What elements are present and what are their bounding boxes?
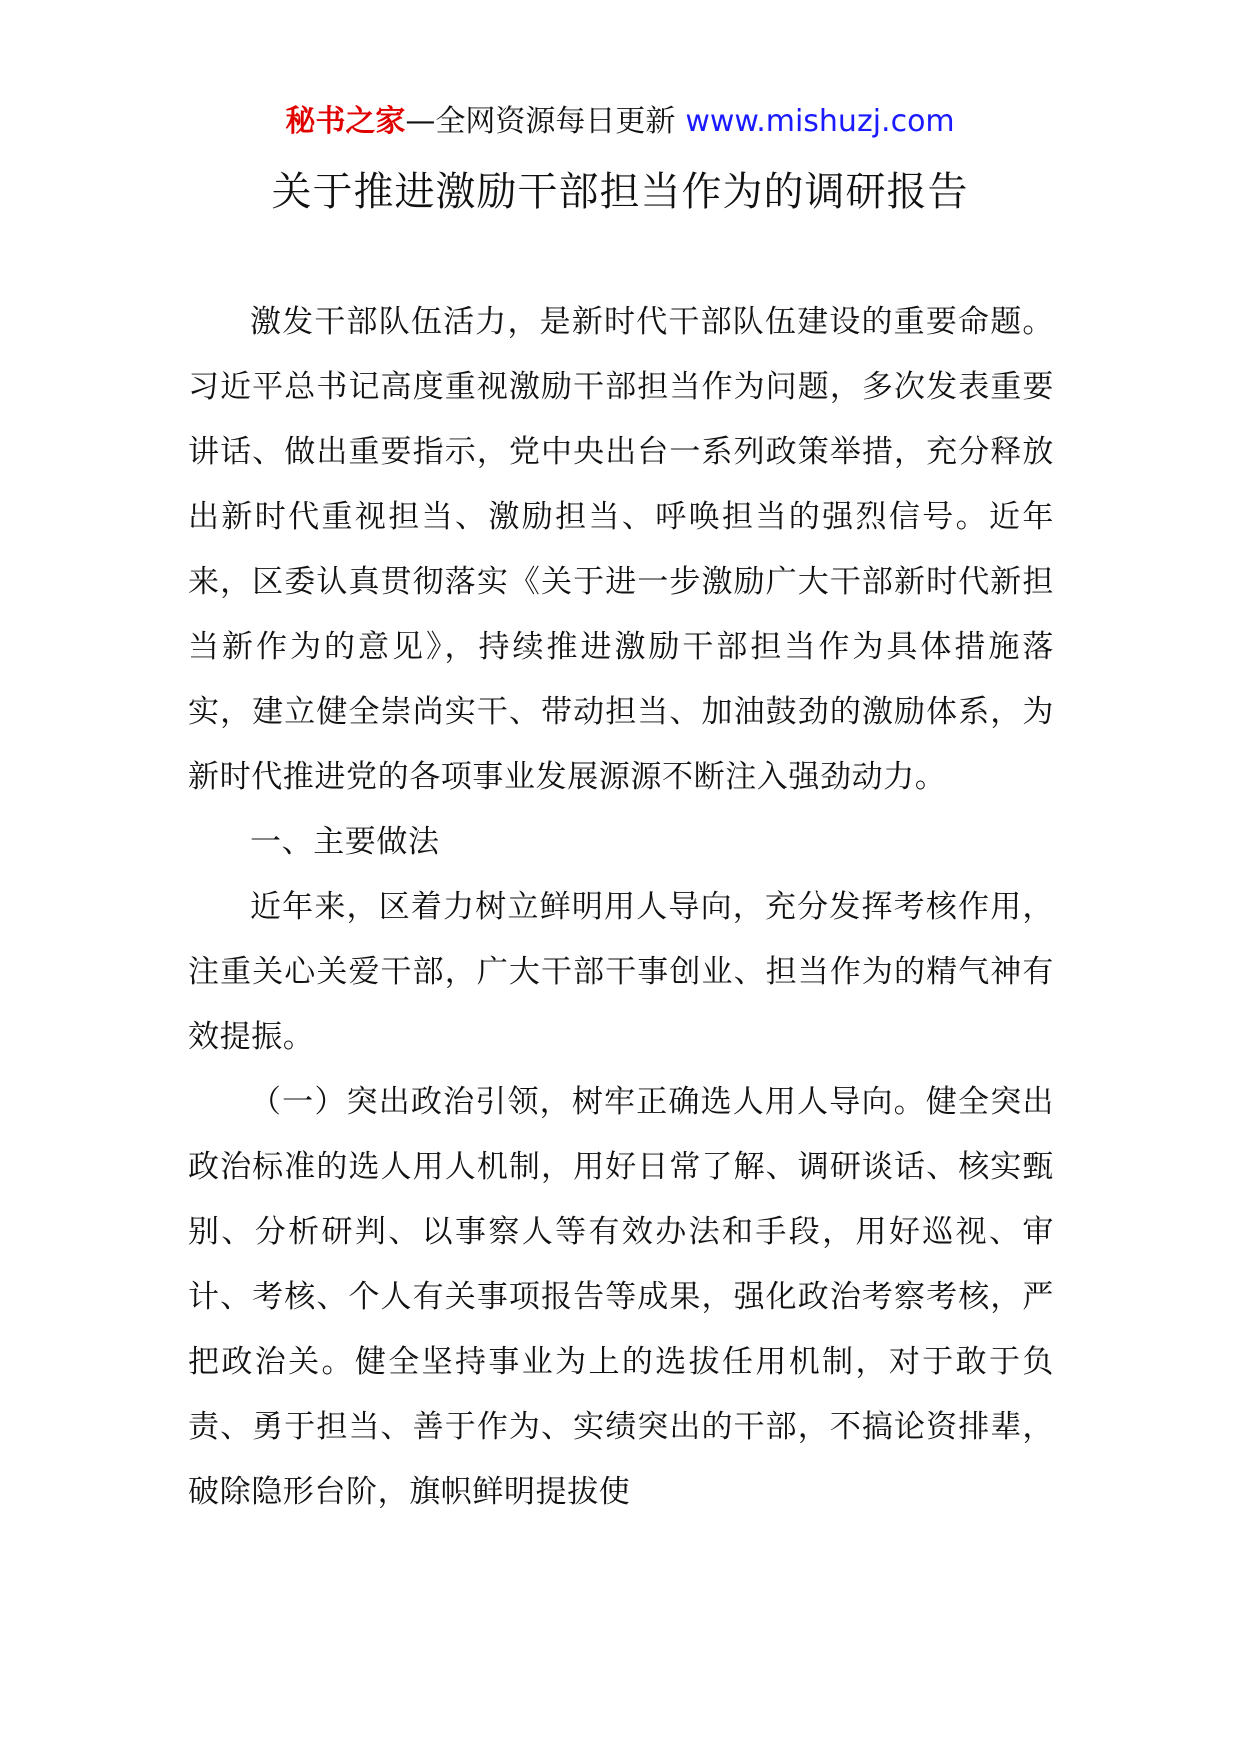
brand-name: 秘书之家	[285, 104, 406, 139]
body-paragraph: 近年来，区着力树立鲜明用人导向，充分发挥考核作用，注重关心关爱干部，广大干部干事创业、担当作为的精气神有效提振。	[188, 889, 1054, 1055]
brand-url-link[interactable]: www.mishuzj.com	[685, 104, 955, 139]
intro-paragraph: 激发干部队伍活力，是新时代干部队伍建设的重要命题。习近平总书记高度重视激励干部担当作为问题，多次发表重要讲话、做出重要指示，党中央出台一系列政策举措，充分释放出新时代重视担当、激励担当、呼唤担当的强烈信号。近年来，区委认真贯彻落实《关于进一步激励广大干部新时代新担当新作为的意见》，持续推进激励干部担当作为具体措施落实，建立健全崇尚实干、带动担当、加油鼓劲的激励体系，为新时代推进党的各项事业发展源源不断注入强劲动力。	[188, 304, 1054, 795]
site-banner	[0, 100, 1240, 144]
document-title: 关于推进激励干部担当作为的调研报告	[271, 169, 969, 215]
brand-slogan: —全网资源每日更新	[405, 104, 676, 139]
section-heading: 一、主要做法	[250, 824, 440, 860]
document-body	[188, 290, 1054, 1525]
body-paragraph: （一）突出政治引领，树牢正确选人用人导向。健全突出政治标准的选人用人机制，用好日常了解、调研谈话、核实甄别、分析研判、以事察人等有效办法和手段，用好巡视、审计、考核、个人有关事项报告等成果，强化政治考察考核，严把政治关。健全坚持事业为上的选拔任用机制，对于敢于负责、勇于担当、善于作为、实绩突出的干部，不搞论资排辈，破除隐形台阶，旗帜鲜明提拔使	[188, 1084, 1054, 1510]
